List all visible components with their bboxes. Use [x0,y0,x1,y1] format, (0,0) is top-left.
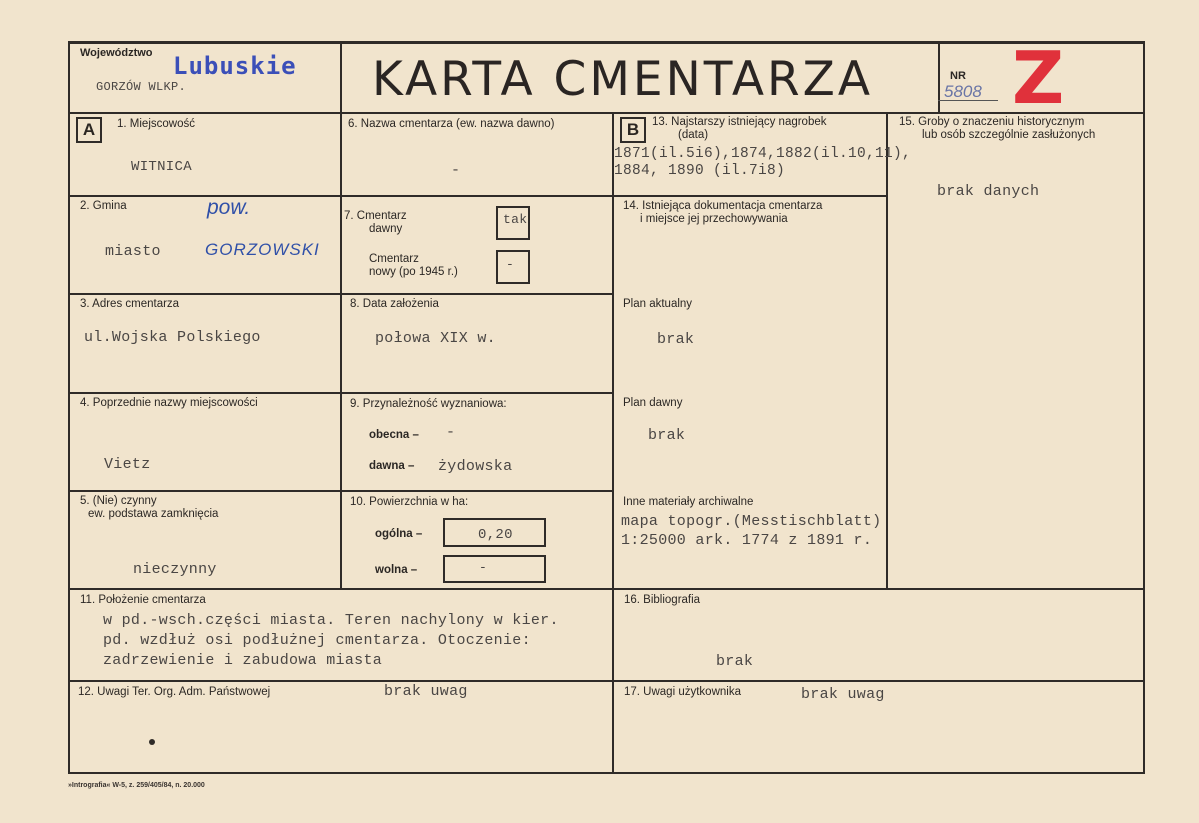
field-15-value: brak danych [937,183,1040,200]
wojewodztwo-typed: GORZÓW WLKP. [96,80,187,94]
archival-line-2: 1:25000 ark. 1774 z 1891 r. [621,532,873,549]
field-10-label: 10. Powierzchnia w ha: [350,496,469,508]
field-9-obecna-label: obecna – [369,429,419,441]
plan-aktualny-label: Plan aktualny [623,298,693,310]
col-divider-2 [612,112,614,773]
field-10-wolna-label: wolna – [375,564,418,576]
row-line-a1 [68,195,342,197]
field-4-value: Vietz [104,456,151,473]
nr-value: 5808 [944,82,982,101]
row-line-m1 [340,195,614,197]
field-11-line-3: zadrzewienie i zabudowa miasta [103,652,383,669]
field-9-dawna-label: dawna – [369,460,415,472]
archival-label: Inne materiały archiwalne [623,496,754,508]
field-3-value: ul.Wojska Polskiego [84,329,261,346]
field-12-label: 12. Uwagi Ter. Org. Adm. Państwowej [78,686,271,698]
print-info: »Intrografia« W-5, z. 259/405/84, n. 20.000 [68,782,205,789]
row-line-a3 [68,392,342,394]
archival-line-1: mapa topogr.(Messtischblatt) [621,513,882,530]
frame-bottom [68,772,1145,774]
field-10-wolna-box [443,555,546,583]
field-5-label-1: 5. (Nie) czynny [80,495,157,507]
section-a-letter: A [76,117,102,143]
row-line-m3 [340,392,614,394]
field-15-label-2: lub osób szczególnie zasłużonych [922,129,1096,141]
col-divider-1 [340,112,342,590]
field-1-value: WITNICA [131,159,192,175]
field-14-label-2: i miejsce jej przechowywania [640,213,788,225]
field-6-value: - [451,162,461,179]
field-4-label: 4. Poprzednie nazwy miejscowości [80,397,258,409]
field-5-label-2: ew. podstawa zamknięcia [88,508,219,520]
field-16-label: 16. Bibliografia [624,594,701,606]
page-title: KARTA CMENTARZA [372,52,873,107]
field-7-label-1: 7. Cmentarz [344,210,407,222]
col-divider-3 [886,112,888,590]
row-line-m4 [340,490,614,492]
row-line-bottom-1 [68,588,1145,590]
field-13-label-1: 13. Najstarszy istniejący nagrobek [652,116,827,128]
field-9-dawna-value: żydowska [438,458,513,475]
plan-dawny-value: brak [648,427,686,444]
field-17-label: 17. Uwagi użytkownika [624,686,741,698]
field-7-nowy-value: - [506,257,515,272]
field-15-label-1: 15. Groby o znaczeniu historycznym [899,116,1085,128]
field-16-value: brak [716,653,754,670]
row-line-a2 [68,293,342,295]
header-bottom-line [68,112,1145,114]
field-9-obecna-value: - [446,424,456,441]
field-9-label: 9. Przynależność wyznaniowa: [350,398,507,410]
field-2-hand-gorzowski: GORZOWSKI [205,240,320,259]
field-11-line-1: w pd.-wsch.części miasta. Teren nachylony w kier. [103,612,559,629]
field-7-dawny-value: tak [503,212,528,227]
field-14-label-1: 14. Istniejąca dokumentacja cmentarza [623,200,823,212]
frame-right [1143,41,1145,774]
plan-aktualny-value: brak [657,331,695,348]
field-5-value: nieczynny [133,561,217,578]
wojewodztwo-label: Województwo [80,47,153,59]
field-2-value: miasto [105,243,161,260]
field-7-label-2: dawny [369,223,403,235]
field-17-value: brak uwag [801,686,885,703]
field-10-ogolna-value: 0,20 [478,527,513,543]
field-1-label: 1. Miejscowość [117,118,195,130]
field-12-value: brak uwag [384,683,468,700]
field-3-label: 3. Adres cmentarza [80,298,180,310]
field-13-label-2: (data) [678,129,709,141]
field-11-label: 11. Położenie cmentarza [80,594,206,606]
field-2-label: 2. Gmina [80,200,127,212]
header-divider-1 [340,41,342,113]
header-divider-2 [938,41,940,113]
plan-dawny-label: Plan dawny [623,397,683,409]
field-7-label-3: Cmentarz [369,253,419,265]
frame-left [68,41,70,774]
field-2-hand-pow: pow. [207,196,251,219]
nr-underline [938,100,998,101]
category-mark: Z [1012,36,1065,120]
row-line-a4 [68,490,342,492]
ink-dot [149,739,155,745]
field-8-value: połowa XIX w. [375,330,496,347]
field-13-line-1: 1871(il.5i6),1874,1882(il.10,11), [614,146,912,162]
nr-label: NR [950,70,966,82]
field-13-line-2: 1884, 1890 (il.7i8) [614,163,786,179]
field-7-label-4: nowy (po 1945 r.) [369,266,458,278]
row-line-m2 [340,293,614,295]
row-line-b1 [612,195,888,197]
field-8-label: 8. Data założenia [350,298,439,310]
field-10-ogolna-label: ogólna – [375,528,423,540]
field-11-line-2: pd. wzdłuż osi podłużnej cmentarza. Otoczenie: [103,632,531,649]
field-6-label: 6. Nazwa cmentarza (ew. nazwa dawno) [348,118,555,130]
frame-top [68,41,1145,44]
row-line-bottom-2 [68,680,1145,682]
field-10-wolna-value: - [479,560,488,575]
wojewodztwo-stamp: Lubuskie [173,52,297,80]
section-b-letter: B [620,117,646,143]
